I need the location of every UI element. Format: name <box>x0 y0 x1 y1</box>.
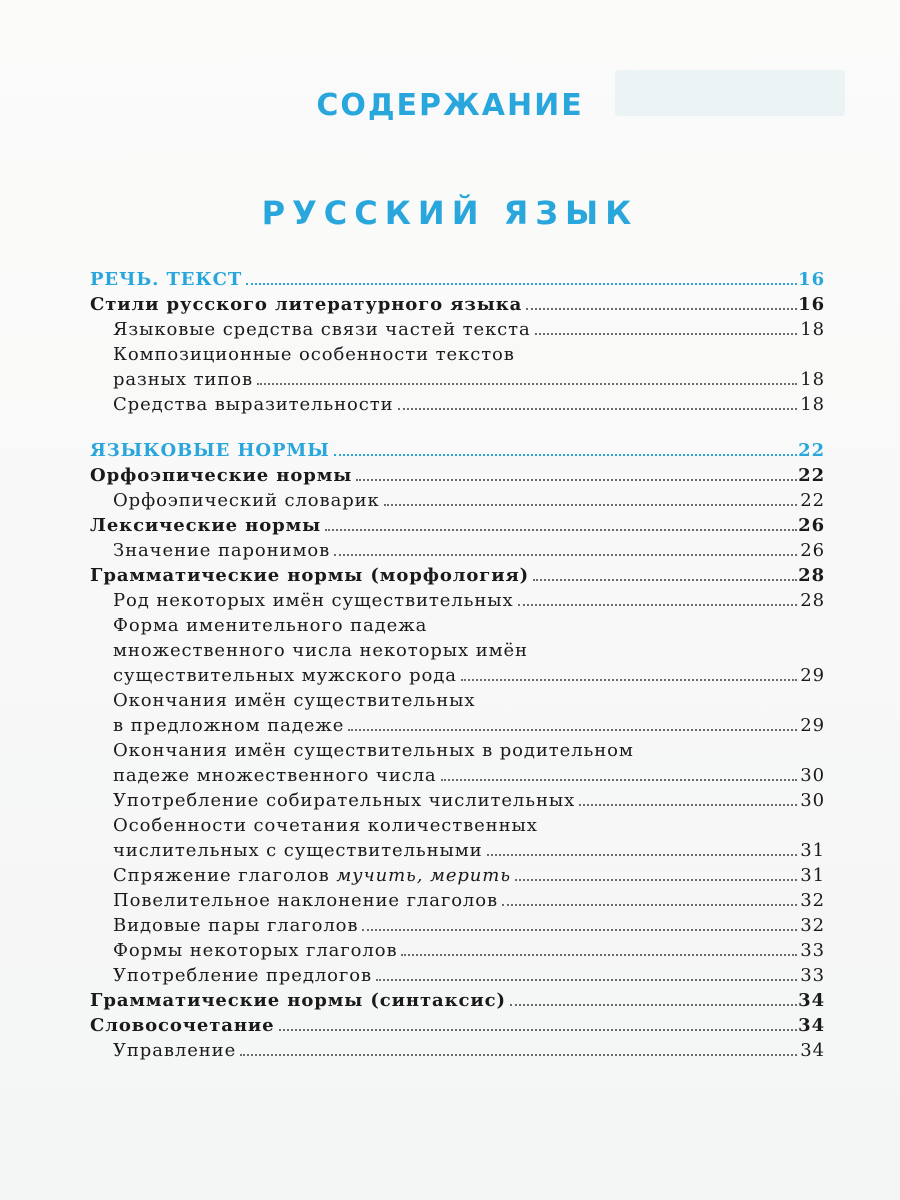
table-of-contents <box>90 267 825 1063</box>
toc-page-number: 18 <box>800 319 825 340</box>
toc-page-number: 33 <box>800 940 825 961</box>
toc-entry-title: Средства выразительности <box>113 394 394 415</box>
toc-entry-line <box>90 638 825 663</box>
toc-entry-title: Лексические нормы <box>90 515 322 536</box>
toc-entry-line <box>90 513 825 538</box>
toc-page-number: 29 <box>800 715 825 736</box>
toc-entry-line <box>90 813 825 838</box>
toc-entry-line <box>90 1038 825 1063</box>
toc-entry-title: Грамматические нормы (морфология) <box>90 565 530 586</box>
toc-entry-line <box>90 663 825 688</box>
toc-entry-line <box>90 913 825 938</box>
toc-page-number: 33 <box>800 965 825 986</box>
toc-entry-title: падеже множественного числа <box>113 765 437 786</box>
toc-entry-line <box>90 267 825 292</box>
toc-page-number: 16 <box>798 269 825 290</box>
toc-page-number: 22 <box>798 440 825 461</box>
toc-page-number: 28 <box>800 590 825 611</box>
toc-page-number: 22 <box>800 490 825 511</box>
toc-page-number: 30 <box>800 765 825 786</box>
toc-page-number: 16 <box>798 294 825 315</box>
toc-page-number: 29 <box>800 665 825 686</box>
subject-title: РУССКИЙ ЯЗЫК <box>261 194 639 232</box>
toc-entry-title: Формы некоторых глаголов <box>113 940 398 961</box>
toc-entry-line <box>90 788 825 813</box>
toc-entry-title: Род некоторых имён существительных <box>113 590 514 611</box>
toc-page-number: 26 <box>798 515 825 536</box>
toc-entry-title: числительных с существительными <box>113 840 483 861</box>
toc-entry-title: Окончания имён существительных <box>113 690 476 711</box>
toc-entry-line <box>90 292 825 317</box>
toc-page-number: 18 <box>800 394 825 415</box>
toc-page-number: 34 <box>798 1015 825 1036</box>
toc-entry-title: множественного числа некоторых имён <box>113 640 528 661</box>
toc-entry-title: Видовые пары глаголов <box>113 915 359 936</box>
toc-entry-line <box>90 392 825 417</box>
toc-entry-line <box>90 463 825 488</box>
toc-entry-title: Композиционные особенности текстов <box>113 344 515 365</box>
toc-page-number: 34 <box>800 1040 825 1061</box>
toc-page-number: 22 <box>798 465 825 486</box>
toc-entry-title: Употребление предлогов <box>113 965 372 986</box>
toc-entry-line <box>90 863 825 888</box>
toc-page-number: 31 <box>800 865 825 886</box>
toc-page-number: 18 <box>800 369 825 390</box>
toc-entry-line <box>90 838 825 863</box>
toc-entry-line <box>90 563 825 588</box>
toc-entry-line <box>90 438 825 463</box>
toc-entry-title: разных типов <box>113 369 253 390</box>
toc-entry-title: ЯЗЫКОВЫЕ НОРМЫ <box>90 440 330 461</box>
toc-entry-line <box>90 988 825 1013</box>
toc-entry-title: Орфоэпические нормы <box>90 465 353 486</box>
toc-entry-line <box>90 538 825 563</box>
toc-page-number: 34 <box>798 990 825 1011</box>
toc-entry-italic-words: мучить, мерить <box>336 865 511 886</box>
toc-entry-line <box>90 963 825 988</box>
contents-title: СОДЕРЖАНИЕ <box>316 88 584 123</box>
toc-entry-title: Употребление собирательных числительных <box>113 790 576 811</box>
toc-entry-line <box>90 1013 825 1038</box>
toc-page-number: 30 <box>800 790 825 811</box>
toc-page-number: 26 <box>800 540 825 561</box>
toc-entry-line <box>90 938 825 963</box>
toc-entry-title: в предложном падеже <box>113 715 345 736</box>
toc-entry-line <box>90 342 825 367</box>
toc-entry-line <box>90 613 825 638</box>
toc-entry-title: Значение паронимов <box>113 540 331 561</box>
toc-entry-title: Спряжение глаголов <box>113 865 330 886</box>
toc-entry-title: Грамматические нормы (синтаксис) <box>90 990 506 1011</box>
toc-entry-title: Словосочетание <box>90 1015 275 1036</box>
toc-entry-title: Форма именительного падежа <box>113 615 428 636</box>
toc-entry-title: Стили русского литературного языка <box>90 294 523 315</box>
toc-entry-line <box>90 713 825 738</box>
toc-entry-title: Особенности сочетания количественных <box>113 815 538 836</box>
toc-entry-title: Орфоэпический словарик <box>113 490 380 511</box>
toc-entry-title: Окончания имён существительных в родительном <box>113 740 634 761</box>
toc-page-number: 32 <box>800 915 825 936</box>
toc-entry-title: Языковые средства связи частей текста <box>113 319 531 340</box>
toc-entry-title: Управление <box>113 1040 237 1061</box>
toc-entry-line <box>90 367 825 392</box>
toc-entry-line <box>90 588 825 613</box>
toc-entry-line <box>90 738 825 763</box>
toc-entry-line <box>90 763 825 788</box>
toc-entry-line <box>90 888 825 913</box>
toc-entry-title: РЕЧЬ. ТЕКСТ <box>90 269 243 290</box>
toc-page-number: 31 <box>800 840 825 861</box>
toc-page-number: 28 <box>798 565 825 586</box>
toc-page-number: 32 <box>800 890 825 911</box>
toc-entry-title: существительных мужского рода <box>113 665 457 686</box>
toc-entry-line <box>90 688 825 713</box>
toc-entry-title: Повелительное наклонение глаголов <box>113 890 499 911</box>
toc-entry-line <box>90 317 825 342</box>
toc-entry-line <box>90 488 825 513</box>
